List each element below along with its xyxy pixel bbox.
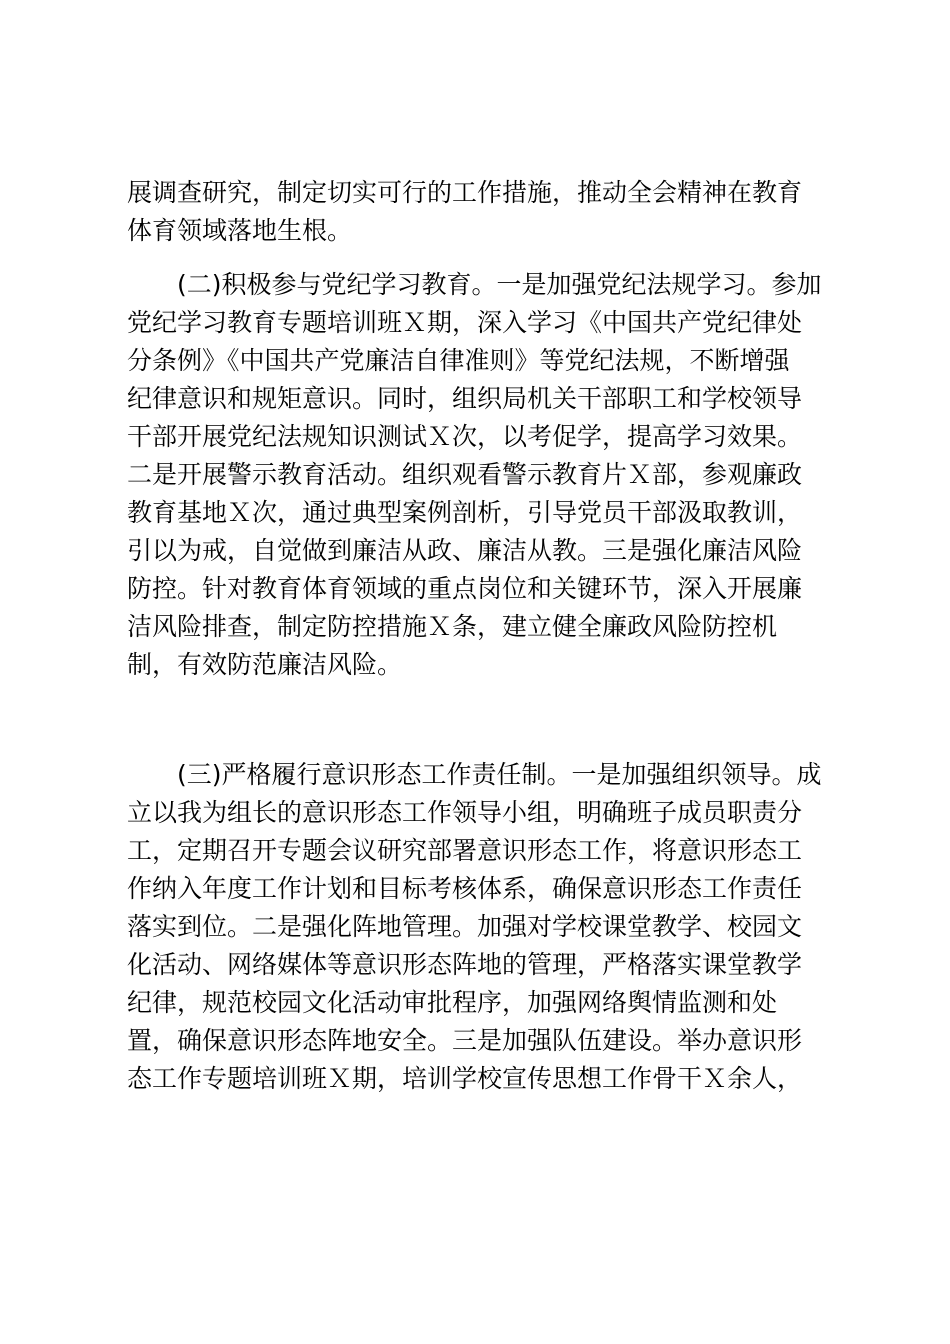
text-line: 体育领域落地生根。 <box>127 216 353 245</box>
text-line: 立以我为组长的意识形态工作领导小组，明确班子成员职责分 <box>127 798 803 827</box>
text-line: 纪律，规范校园文化活动审批程序，加强网络舆情监测和处 <box>127 988 778 1017</box>
text-line: 化活动、网络媒体等意识形态阵地的管理，严格落实课堂教学 <box>127 950 803 979</box>
text-line: 作纳入年度工作计划和目标考核体系，确保意识形态工作责任 <box>127 874 803 903</box>
text-line: 展调查研究，制定切实可行的工作措施，推动全会精神在教育 <box>127 178 803 207</box>
text-line: 干部开展党纪法规知识测试Ｘ次，以考促学，提高学习效果。 <box>127 422 803 451</box>
text-line: 洁风险排查，制定防控措施Ｘ条，建立健全廉政风险防控机 <box>127 612 778 641</box>
text-line: 二是开展警示教育活动。组织观看警示教育片Ｘ部，参观廉政 <box>127 460 803 489</box>
text-line: 防控。针对教育体育领域的重点岗位和关键环节，深入开展廉 <box>127 574 803 603</box>
text-line: 落实到位。二是强化阵地管理。加强对学校课堂教学、校园文 <box>127 912 803 941</box>
text-line: 工，定期召开专题会议研究部署意识形态工作，将意识形态工 <box>127 836 803 865</box>
text-line: 纪律意识和规矩意识。同时，组织局机关干部职工和学校领导 <box>127 384 803 413</box>
text-line: 分条例》《中国共产党廉洁自律准则》等党纪法规，不断增强 <box>127 346 790 375</box>
text-line: 党纪学习教育专题培训班Ｘ期，深入学习《中国共产党纪律处 <box>127 308 803 337</box>
text-line: (二)积极参与党纪学习教育。一是加强党纪法规学习。参加 <box>127 270 822 299</box>
paragraph-ideology-responsibility <box>127 756 827 1098</box>
text-line: 教育基地Ｘ次，通过典型案例剖析，引导党员干部汲取教训， <box>127 498 803 527</box>
paragraph-party-discipline <box>127 266 827 684</box>
paragraph-continuation <box>127 174 827 250</box>
text-line: 引以为戒，自觉做到廉洁从政、廉洁从教。三是强化廉洁风险 <box>127 536 803 565</box>
text-line: 制，有效防范廉洁风险。 <box>127 650 403 679</box>
text-line: (三)严格履行意识形态工作责任制。一是加强组织领导。成 <box>127 760 822 789</box>
text-line: 置，确保意识形态阵地安全。三是加强队伍建设。举办意识形 <box>127 1026 803 1055</box>
text-line: 态工作专题培训班Ｘ期，培训学校宣传思想工作骨干Ｘ余人， <box>127 1064 803 1093</box>
